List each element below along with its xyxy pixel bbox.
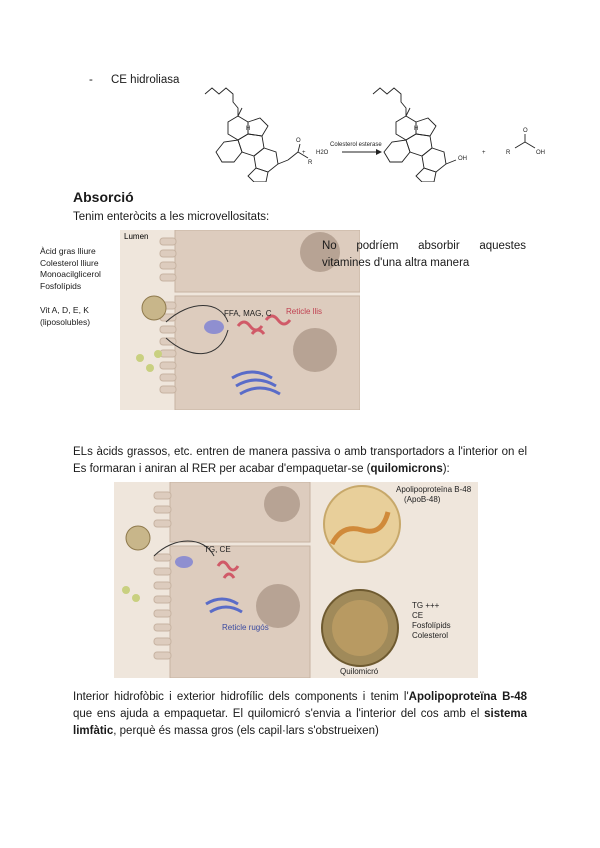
component-colesterol: Colesterol xyxy=(412,631,449,640)
acid-o-label: O xyxy=(523,128,528,134)
paragraph-passive-transport xyxy=(73,444,527,478)
tgce-label: TG, CE xyxy=(204,545,231,554)
component-tg: TG +++ xyxy=(412,601,440,610)
para2-end: ): xyxy=(442,463,450,475)
water-label: H2O xyxy=(316,150,329,156)
reaction-scheme xyxy=(190,80,550,182)
bullet-mark: - xyxy=(89,74,93,86)
apo-subtitle: (ApoB-48) xyxy=(404,495,441,504)
para2-text: ELs àcids grassos, etc. entren de manera passiva o amb transportadors a l'interior on el Es formaran i aniran al RER per acabar d'empaquetar-se ( xyxy=(73,446,527,475)
component-ce: CE xyxy=(412,611,424,620)
intro-text: Tenim enteròcits a les microvellositats: xyxy=(73,211,270,223)
vitamins-note: (liposolubles) xyxy=(40,316,91,327)
reticle-rugos-label: Reticle rugós xyxy=(222,623,269,632)
acid-oh-label: OH xyxy=(536,150,545,156)
apo-title: Apolipoproteïna B-48 xyxy=(396,485,472,494)
para3-text-c: que ens ajuda a empaquetar. El quilomicró s'envia a l'interior del cos amb el xyxy=(73,708,485,720)
bullet-item-ce-hidroliasa: CE hidroliasa xyxy=(111,74,180,86)
plus-1: + xyxy=(302,150,306,156)
ester-o-label: O xyxy=(296,138,301,144)
lipid-item: Colesterol lliure xyxy=(40,257,99,268)
para2-bold-quilomicrons: quilomicrons xyxy=(370,463,443,475)
lumen-label: Lumen xyxy=(124,232,149,241)
chylomicron-figure xyxy=(114,482,478,678)
oh-label: OH xyxy=(458,156,467,162)
lipid-item: Fosfolípids xyxy=(40,280,82,291)
para3-text-a: Interior hidrofòbic i exterior hidrofílic dels components i tenim l' xyxy=(73,691,409,703)
lipid-item: Monoacilglicerol xyxy=(40,269,101,279)
paragraph-apolipoprotein xyxy=(73,689,527,740)
ffa-label: FFA, MAG, C xyxy=(224,309,272,318)
para3-bold-lymph: sistema limfàtic xyxy=(73,708,527,737)
plus-2: + xyxy=(482,150,486,156)
acid-r-label: R xyxy=(506,150,511,156)
component-fosfolipids: Fosfolípids xyxy=(412,621,451,630)
lipid-item: Àcid gras lliure xyxy=(40,246,96,256)
reticle-llis-label: Reticle llis xyxy=(286,307,323,316)
note-text: No podríem absorbir aquestes vitamines d'una altra manera xyxy=(322,240,526,269)
para3-text-e: , perquè és massa gros (els capil·lars s'obstrueixen) xyxy=(113,725,379,737)
quilomicro-label: Quilomicró xyxy=(340,667,379,676)
vitamins-label: Vit A, D, E, K xyxy=(40,305,89,315)
h-label-2: H xyxy=(414,126,419,132)
h-label-1: H xyxy=(246,126,251,132)
ester-r-label: R xyxy=(308,160,313,166)
section-heading-absorcio: Absorció xyxy=(73,189,134,205)
vitamins-block xyxy=(40,305,90,328)
enzyme-label: Colesterol esterase xyxy=(330,142,382,148)
para3-bold-apob48: Apolipoproteïna B-48 xyxy=(408,691,527,703)
lipid-list xyxy=(40,246,101,292)
